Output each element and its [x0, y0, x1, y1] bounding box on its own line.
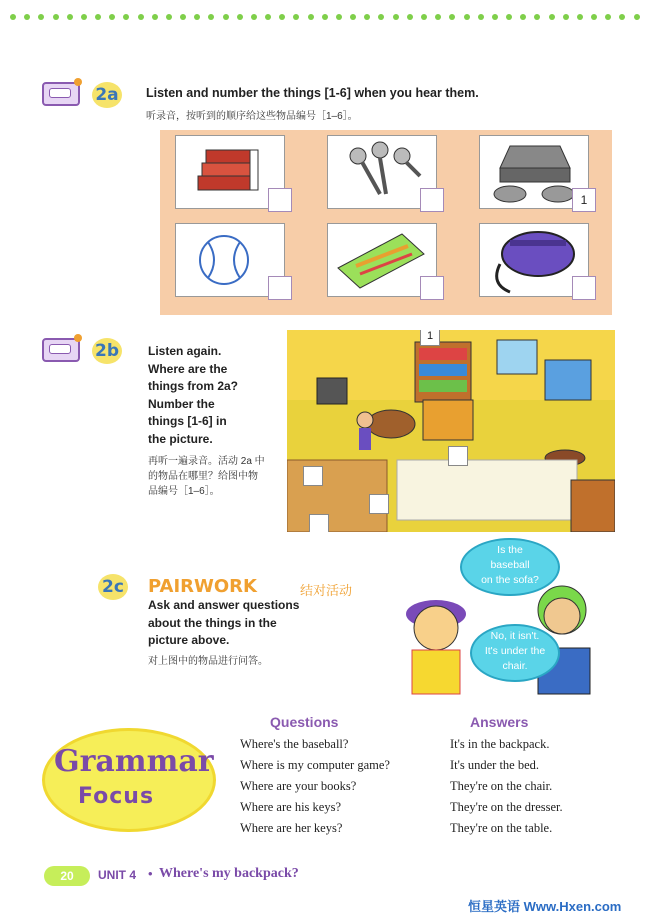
answer-item: They're on the chair. [450, 779, 553, 793]
pairwork-heading: PAIRWORK [148, 576, 257, 597]
scene-number-box-4[interactable] [369, 494, 389, 514]
section-2c-instruction-en [148, 598, 388, 651]
section-2b-badge: 2b [92, 338, 122, 364]
instruction-line: Number the [148, 396, 215, 411]
room-scene [287, 330, 615, 532]
instruction-line: Ask and answer questions [148, 598, 300, 612]
instruction-line-cn: 的物品在哪里？给图中物 [148, 471, 258, 482]
grammar-title: Grammar [54, 744, 214, 779]
answers-list [450, 737, 630, 842]
instruction-line: Where are the [148, 361, 228, 376]
question-bubble [460, 538, 560, 596]
questions-list [240, 737, 440, 842]
section-2a-instruction-en: Listen and number the things [1-6] when you hear them. [146, 86, 479, 100]
instruction-line: about the things in the [148, 615, 277, 630]
scene-number-box-1[interactable]: 1 [420, 330, 440, 346]
scene-number-box-3[interactable] [303, 466, 323, 486]
section-2c-badge: 2c [98, 574, 128, 600]
unit-bullet: • [148, 866, 153, 881]
bubble-line: Is the [497, 544, 523, 556]
grammar-subtitle: Focus [78, 784, 155, 809]
number-box-pencil-case[interactable] [420, 276, 444, 300]
scene-number-box-5[interactable] [309, 514, 329, 532]
number-box-backpack[interactable] [572, 276, 596, 300]
section-2a-instruction-cn: 听录音，按听到的顺序给这些物品编号［1–6］。 [146, 111, 358, 122]
section-2b-instruction-en [148, 344, 278, 449]
number-box-baseball[interactable] [268, 276, 292, 300]
bubble-line: baseball [490, 559, 530, 571]
top-dotted-border [10, 14, 640, 24]
number-box-keys[interactable] [420, 188, 444, 212]
answer-item: They're on the table. [450, 821, 553, 835]
questions-heading: Questions [270, 714, 339, 730]
items-panel [160, 130, 612, 315]
instruction-line-cn: 品编号［1–6］。 [148, 486, 220, 497]
instruction-line: Listen again. [148, 344, 222, 358]
page-number: 20 [44, 866, 90, 886]
question-item: Where are his keys? [240, 800, 341, 814]
unit-title: Where's my backpack? [159, 866, 299, 881]
number-box-books[interactable] [268, 188, 292, 212]
section-2c-instruction-cn: 对上图中的物品进行问答。 [148, 656, 268, 667]
instruction-line: the picture. [148, 431, 213, 446]
question-item: Where is my computer game? [240, 758, 390, 772]
instruction-line: things from 2a? [148, 379, 239, 393]
pairwork-heading-cn: 结对活动 [300, 583, 353, 598]
section-2a-badge: 2a [92, 82, 122, 108]
answer-item: They're on the dresser. [450, 800, 563, 814]
answer-item: It's under the bed. [450, 758, 540, 772]
watermark: 恒星英语 Www.Hxen.com [468, 899, 622, 914]
answer-item: It's in the backpack. [450, 737, 550, 751]
instruction-line: things [1-6] in [148, 414, 227, 428]
room-illustration [287, 330, 615, 532]
section-2b-instruction-cn [148, 452, 283, 497]
answer-bubble [470, 624, 560, 682]
bubble-line: No, it isn't. [490, 630, 540, 642]
bubble-line: chair. [502, 660, 528, 672]
scene-number-box-2[interactable] [448, 446, 468, 466]
audio-tape-icon-2b[interactable] [42, 338, 80, 362]
instruction-line: picture above. [148, 633, 230, 647]
question-item: Where's the baseball? [240, 737, 349, 751]
question-item: Where are your books? [240, 779, 357, 793]
unit-label: UNIT 4 [98, 868, 137, 882]
bubble-line: It's under the [484, 645, 546, 657]
bubble-line: on the sofa? [481, 574, 539, 586]
number-box-computer-game[interactable]: 1 [572, 188, 596, 212]
instruction-line-cn: 再听一遍录音。活动 2a 中 [148, 456, 265, 467]
question-item: Where are her keys? [240, 821, 343, 835]
audio-tape-icon[interactable] [42, 82, 80, 106]
answers-heading: Answers [470, 714, 529, 730]
